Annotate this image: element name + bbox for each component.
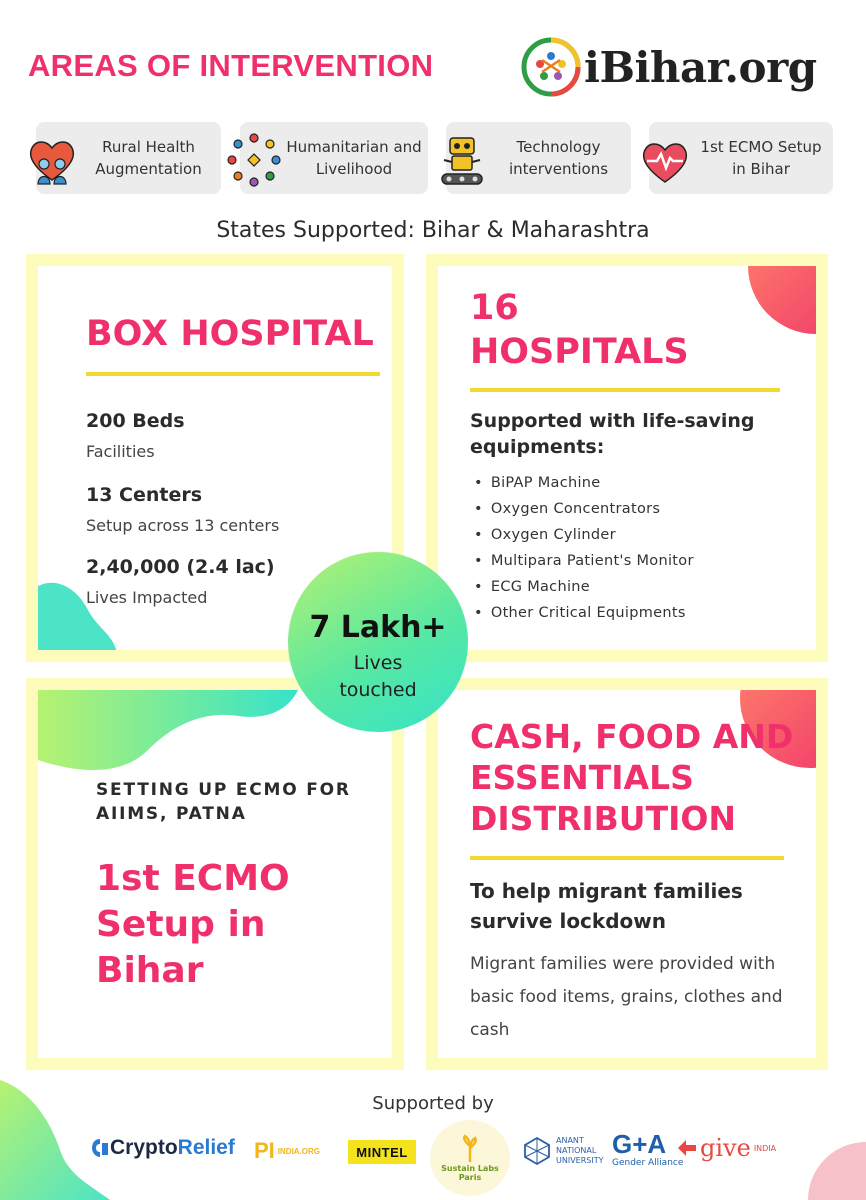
supported-by-label: Supported by [372, 1093, 494, 1114]
hospitals-subtitle: Supported with life-saving equipments: [470, 410, 755, 458]
title-underline [470, 388, 780, 392]
ecmo-headline: 1st ECMO Setup in Bihar [96, 858, 290, 991]
equipment-list [474, 470, 694, 626]
robot-icon [432, 130, 492, 190]
title-underline [86, 372, 380, 376]
pink-corner-decoration [790, 1140, 866, 1200]
sponsor-pi-india[interactable] [254, 1138, 321, 1164]
equipment-item: • Multipara Patient's Monitor [474, 548, 694, 574]
area-chip-label: 1st ECMO Setup in Bihar [700, 138, 822, 178]
sponsor-text: give [700, 1134, 751, 1162]
cryptorelief-icon [90, 1137, 110, 1159]
area-chip-label: Rural Health Augmentation [95, 138, 202, 178]
sponsor-anant[interactable] [522, 1136, 608, 1166]
cash-food-subtitle: To help migrant families survive lockdown [470, 879, 743, 933]
equipment-item: • Oxygen Concentrators [474, 496, 694, 522]
sponsor-text: Relief [177, 1136, 235, 1159]
equipment-item: • Other Critical Equipments [474, 600, 694, 626]
ecmo-card [26, 678, 404, 1070]
sponsor-text: Gender Alliance [612, 1158, 684, 1168]
sponsor-mintel[interactable] [348, 1140, 416, 1164]
lives-touched-count: 7 Lakh+ [309, 610, 447, 645]
lives-touched-label: Lives touched [339, 652, 417, 701]
page-title: AREAS OF INTERVENTION [28, 48, 434, 83]
pink-circle-decoration [706, 266, 816, 336]
ibihar-logo[interactable] [520, 32, 840, 102]
title-underline [470, 856, 784, 860]
lives-touched-badge [288, 552, 468, 732]
stat-label: Setup across 13 centers [86, 516, 280, 535]
cash-food-title: CASH, FOOD AND ESSENTIALS DISTRIBUTION [470, 717, 794, 838]
heartbeat-icon [635, 130, 695, 190]
stat-label: Lives Impacted [86, 588, 208, 607]
sponsor-sustain-labs[interactable] [430, 1120, 510, 1196]
equipment-item: • ECG Machine [474, 574, 694, 600]
hospitals-count: 16 [470, 288, 519, 328]
area-chip-ecmo [649, 122, 833, 194]
area-chip-label: Technology interventions [508, 138, 609, 178]
sponsor-text: PI [254, 1138, 275, 1163]
give-india-icon [676, 1137, 698, 1159]
sponsor-text: MINTEL [356, 1144, 408, 1160]
hospitals-title: HOSPITALS [470, 332, 689, 372]
area-chip-label: Humanitarian and Livelihood [286, 138, 422, 178]
cash-food-card [426, 678, 828, 1070]
area-chip-technology [446, 122, 631, 194]
area-chip-rural-health [36, 122, 221, 194]
ibihar-logo-icon [520, 36, 582, 98]
anant-icon [522, 1136, 552, 1166]
sponsor-text: Sustain Labs Paris [441, 1164, 499, 1182]
box-hospital-title: BOX HOSPITAL [86, 314, 374, 354]
equipment-item: • Oxygen Cylinder [474, 522, 694, 548]
logo-text: iBihar.org [584, 42, 817, 92]
green-wave-decoration [38, 690, 298, 780]
stat-label: Facilities [86, 442, 155, 461]
sponsor-gender-alliance[interactable] [612, 1130, 683, 1168]
sponsor-give-india[interactable] [676, 1134, 776, 1162]
cash-food-body: Migrant families were provided with basic food items, grains, clothes and cash [470, 954, 783, 1040]
stat-value: 2,40,000 (2.4 lac) [86, 556, 275, 578]
community-circle-icon [224, 130, 284, 190]
stat-value: 200 Beds [86, 410, 185, 432]
sponsor-text: INDIA.ORG [277, 1146, 321, 1156]
teal-wave-decoration [38, 566, 158, 650]
sustain-labs-icon [457, 1134, 483, 1164]
ecmo-subtitle: SETTING UP ECMO FOR AIIMS, PATNA [96, 780, 351, 824]
sponsor-text: G+A [612, 1129, 667, 1159]
sponsor-text: ANANT NATIONAL UNIVERSITY [556, 1136, 604, 1165]
hospitals-card [426, 254, 828, 662]
sponsor-text: Crypto [110, 1136, 178, 1159]
stat-value: 13 Centers [86, 484, 203, 506]
equipment-item: • BiPAP Machine [474, 470, 694, 496]
green-corner-decoration [0, 1070, 110, 1200]
states-supported: States Supported: Bihar & Maharashtra [216, 218, 650, 243]
sponsor-cryptorelief[interactable] [90, 1136, 235, 1160]
area-chip-humanitarian [240, 122, 428, 194]
sponsor-text: INDIA [753, 1143, 777, 1153]
heart-hands-icon [22, 130, 82, 190]
